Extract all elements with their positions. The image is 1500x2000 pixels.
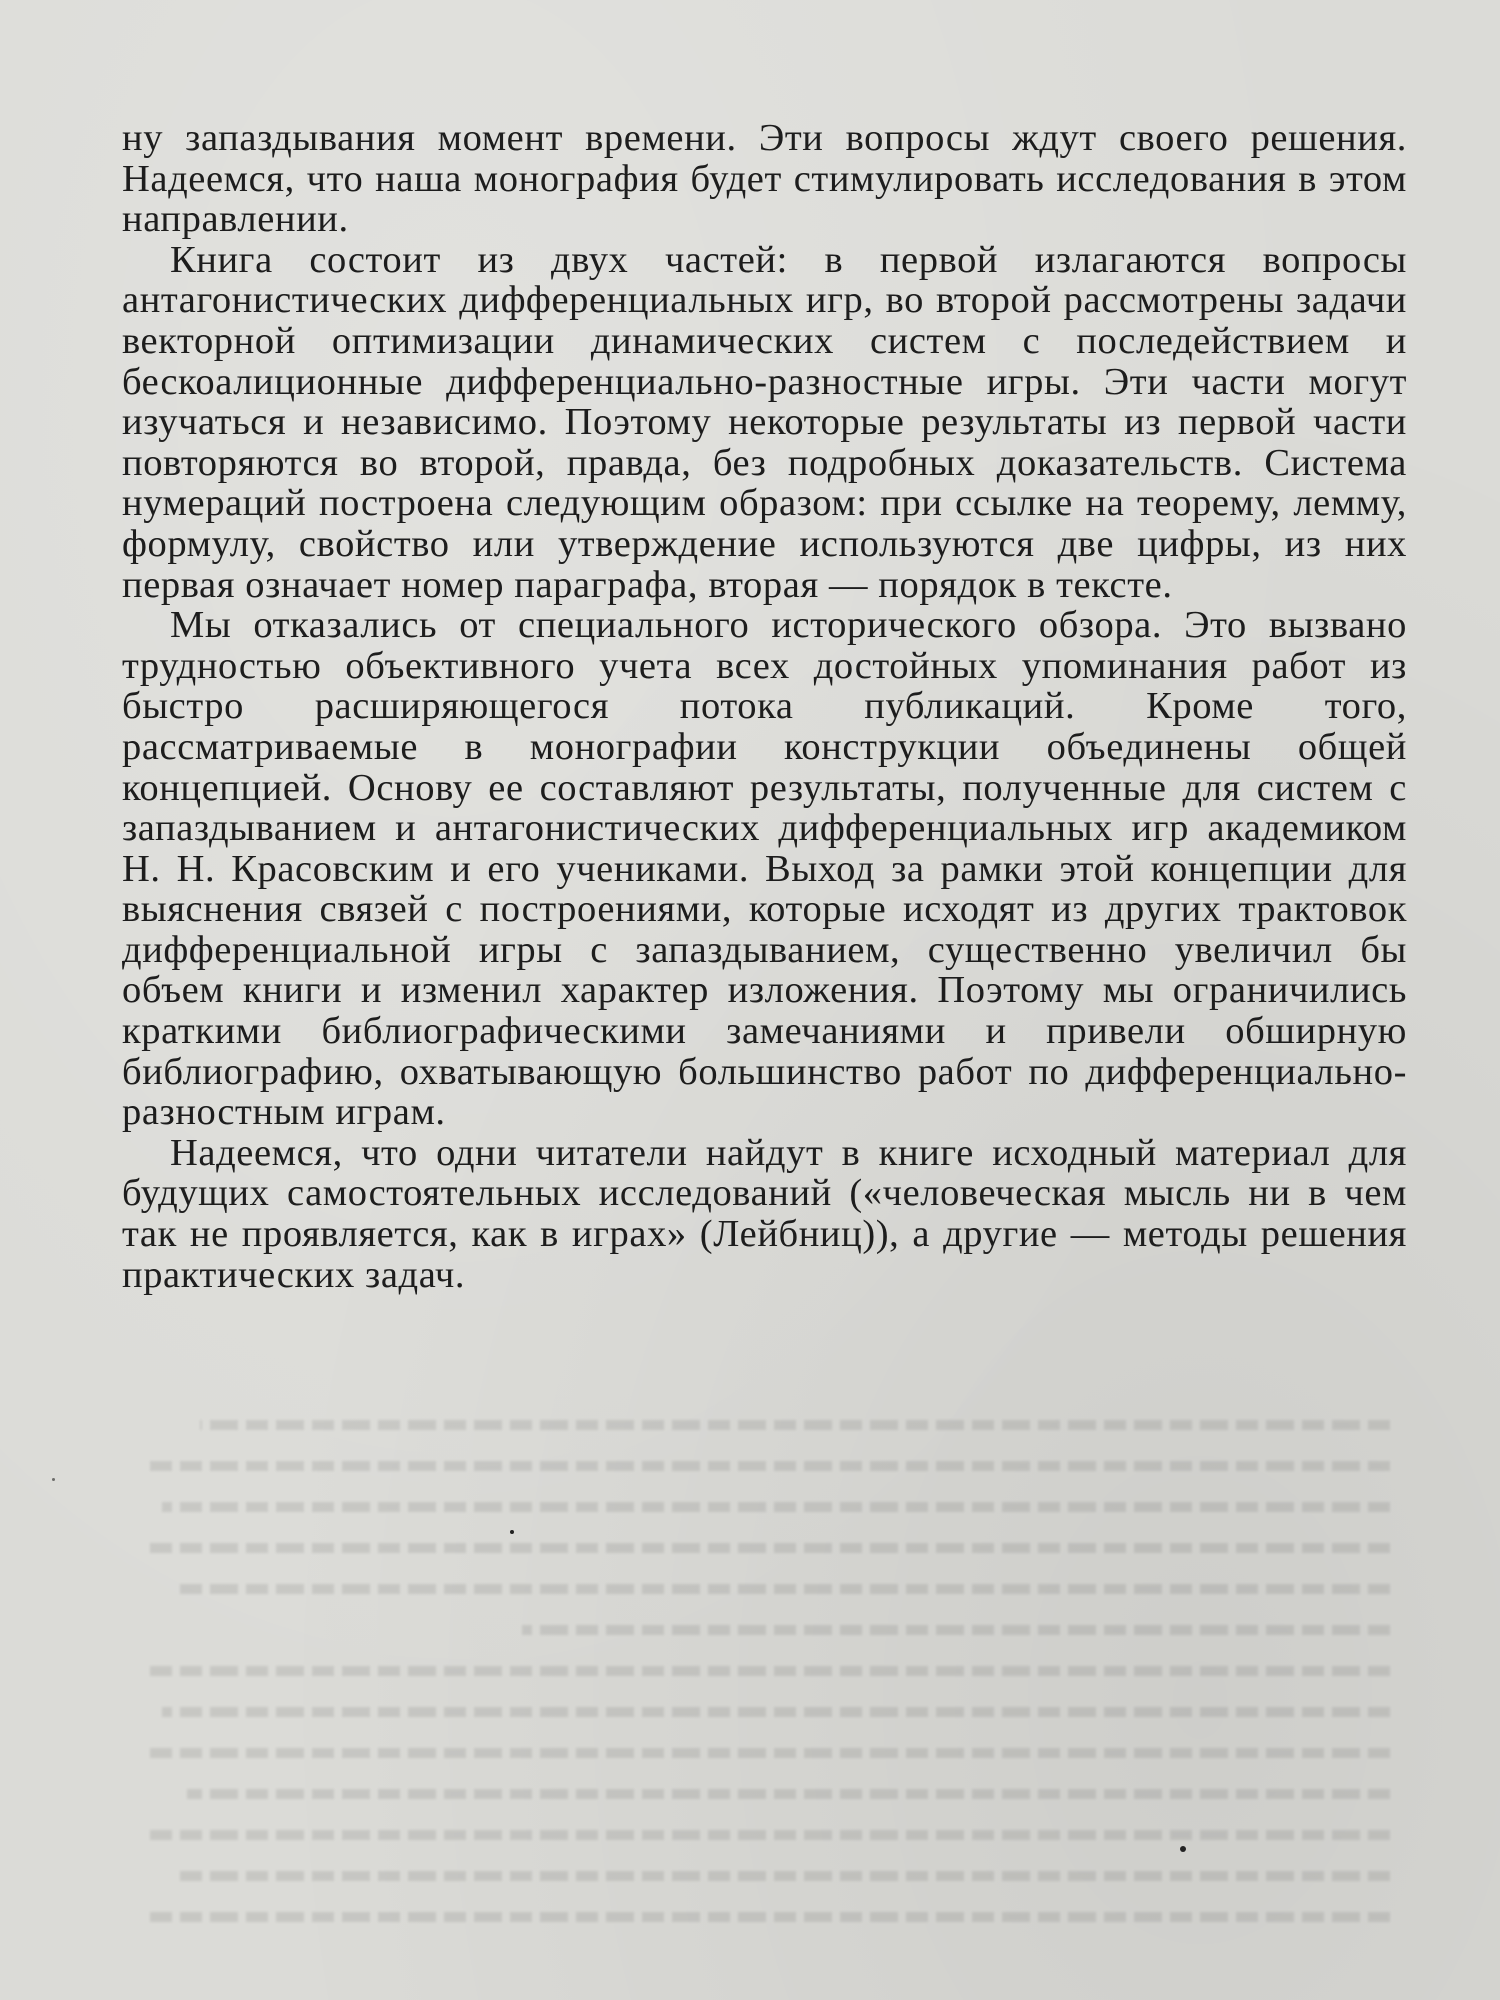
paper-speck xyxy=(52,1478,55,1481)
paper-speck xyxy=(1180,1846,1186,1852)
main-text xyxy=(122,118,1407,1295)
paragraph: Мы отказались от специального исторического обзора. Это вызвано трудностью объективного учета всех достойных упоминания работ из быстро расширяющегося потока публикаций. Кроме того, рассматриваемые в монографии конструкции объединены общей концепцией. Основу ее составляют результаты, полученные для систем с запаздыванием и антагонистических дифференциальных игр академиком Н. Н. Красовским и его учениками. Выход за рамки этой концепции для выяснения связей с построениями, которые исходят из других трактовок дифференциальной игры с запаздыванием, существенно увеличил бы объем книги и изменил характер изложения. Поэтому мы ограничились краткими библиографическими замечаниями и привели обширную библиографию, охватывающую большинство работ по дифференциально-разностным играм. xyxy=(122,604,1407,1134)
paragraph: Надеемся, что одни читатели найдут в книге исходный материал для будущих самостоятельных исследований («человеческая мысль ни в чем так не проявляется, как в играх» (Лейбниц)), а другие — методы решения практических задач. xyxy=(122,1131,1407,1296)
paper-speck xyxy=(510,1530,514,1534)
paragraph: Книга состоит из двух частей: в первой излагаются вопросы антагонистических дифференциальных игр, во второй рассмотрены задачи векторной оптимизации динамических систем с последействием и бескоалиционные дифференциально-разностные игры. Эти части могут изучаться и независимо. Поэтому некоторые результаты из первой части повторяются во второй, правда, без подробных доказательств. Система нумераций построена следующим образом: при ссылке на теорему, лемму, формулу, свойство или утверждение используются две цифры, из них первая означает номер параграфа, вторая — порядок в тексте. xyxy=(122,238,1407,606)
paragraph: ну запаздывания момент времени. Эти вопросы ждут своего решения. Надеемся, что наша монография будет стимулировать исследования в этом направлении. xyxy=(122,117,1407,241)
show-through-text xyxy=(150,1420,1390,1980)
